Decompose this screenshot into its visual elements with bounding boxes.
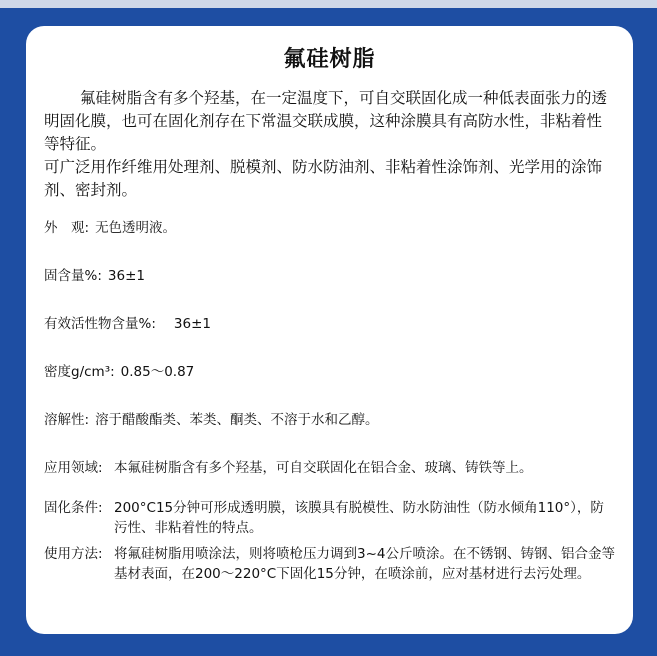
spec-value: 无色透明液。 — [95, 220, 177, 236]
spec-value: 将氟硅树脂用喷涂法，则将喷枪压力调到3~4公斤喷涂。在不锈钢、铸钢、铝合金等基材表面，在200～220°C下固化15分钟，在喷涂前，应对基材进行去污处理。 — [114, 546, 615, 582]
spec-label: 使用方法: — [44, 546, 103, 562]
spec-value: 溶于醋酸酯类、苯类、酮类、不溶于水和乙醇。 — [95, 412, 379, 428]
spec-curing — [44, 498, 615, 538]
spec-usage — [44, 544, 615, 584]
spec-label: 固化条件: — [44, 500, 103, 516]
spec-label: 外 观: — [44, 220, 90, 236]
product-title: 氟硅树脂 — [283, 47, 376, 72]
spec-value: 0.85～0.87 — [120, 364, 195, 380]
top-background-strip — [0, 0, 657, 8]
spec-active-content — [44, 314, 615, 334]
product-card — [26, 26, 633, 634]
intro-section — [44, 87, 615, 202]
spec-density — [44, 362, 615, 382]
spec-label: 有效活性物含量%: — [44, 316, 156, 332]
spec-solid-content — [44, 266, 615, 286]
spec-appearance — [44, 218, 615, 238]
spec-solubility — [44, 410, 615, 430]
spec-value: 36±1 — [173, 316, 211, 332]
spec-label: 密度g/cm³: — [44, 364, 115, 380]
spec-application — [44, 458, 615, 478]
spec-label: 应用领域: — [44, 460, 103, 476]
spec-value: 36±1 — [107, 268, 145, 284]
intro-paragraph-uses: 可广泛用作纤维用处理剂、脱模剂、防水防油剂、非粘着性涂饰剂、光学用的涂饰剂、密封剂。 — [44, 158, 603, 199]
spec-value: 200°C15分钟可形成透明膜，该膜具有脱模性、防水防油性（防水倾角110°），防污性、非粘着性的特点。 — [114, 500, 604, 536]
spec-value: 本氟硅树脂含有多个羟基，可自交联固化在铝合金、玻璃、铸铁等上。 — [114, 460, 533, 476]
intro-paragraph-description: 氟硅树脂含有多个羟基，在一定温度下，可自交联固化成一种低表面张力的透明固化膜，也可在固化剂存在下常温交联成膜，这种涂膜具有高防水性，非粘着性等特征。 — [44, 89, 608, 153]
spec-label: 溶解性: — [44, 412, 90, 428]
spec-label: 固含量%: — [44, 268, 102, 284]
